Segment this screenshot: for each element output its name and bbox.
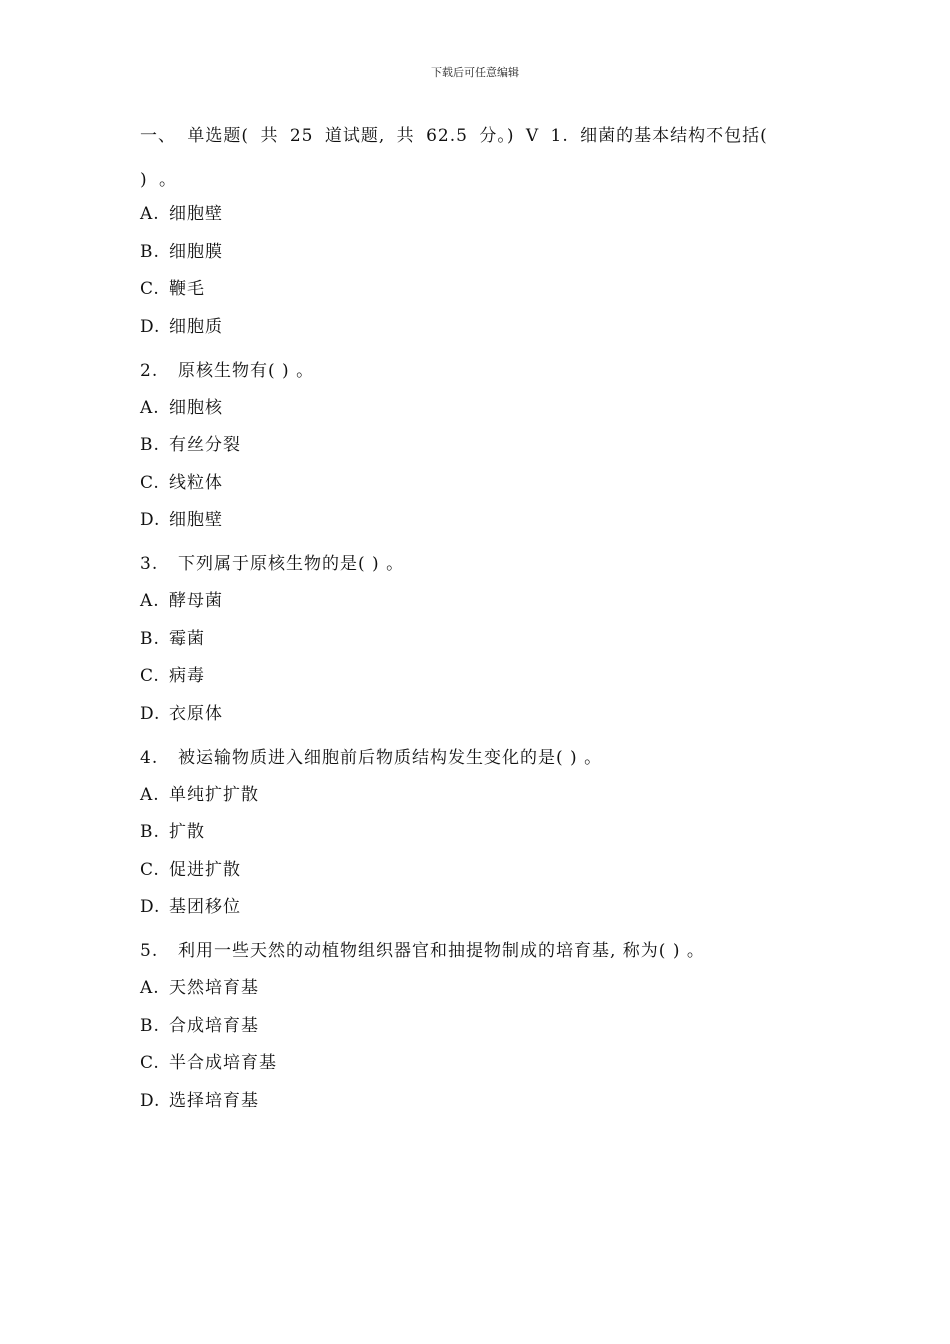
option-a (140, 200, 830, 228)
option-text: 有丝分裂 (169, 435, 241, 455)
page-header-note: 下载后可任意编辑 (431, 66, 519, 79)
option-c (140, 469, 830, 497)
question-number: 3. (140, 554, 159, 574)
option-letter: D. (140, 703, 161, 724)
option-letter: C. (140, 859, 160, 880)
option-text: 促进扩散 (169, 859, 241, 880)
option-b (140, 818, 830, 846)
option-text: 病毒 (169, 666, 205, 686)
option-a (140, 587, 830, 615)
option-letter: B. (140, 435, 160, 455)
option-letter: A. (140, 784, 160, 805)
section-heading-line1: 一、 单选题( 共 25 道试题, 共 62.5 分。) V 1. 细菌的基本结构不包括( (140, 126, 768, 146)
option-text: 单纯扩扩散 (169, 784, 259, 805)
option-text: 细胞核 (169, 397, 223, 418)
option-text: 选择培育基 (169, 1090, 259, 1111)
option-text: 酵母菌 (169, 591, 223, 611)
option-text: 细胞膜 (169, 241, 223, 262)
option-text: 天然培育基 (169, 978, 259, 998)
question-text: 原核生物有( ) 。 (178, 360, 315, 381)
question-1-options (140, 200, 830, 341)
option-letter: B. (140, 822, 160, 842)
question-text: 下列属于原核生物的是( ) 。 (178, 554, 405, 574)
option-letter: D. (140, 1090, 161, 1111)
option-text: 细胞壁 (169, 204, 223, 224)
option-c (140, 1049, 830, 1077)
option-letter: C. (140, 1053, 160, 1073)
option-letter: A. (140, 591, 160, 611)
option-a (140, 781, 830, 809)
option-c (140, 275, 830, 303)
option-letter: D. (140, 897, 161, 917)
exam-content (140, 122, 830, 1124)
option-letter: D. (140, 316, 161, 337)
question-number: 5. (140, 941, 159, 961)
option-letter: A. (140, 204, 160, 224)
question-3 (140, 550, 830, 728)
option-letter: B. (140, 1015, 160, 1036)
option-text: 合成培育基 (169, 1015, 259, 1036)
option-letter: C. (140, 472, 160, 493)
option-letter: D. (140, 510, 161, 530)
section-heading-line2: ) 。 (140, 170, 178, 190)
option-text: 扩散 (169, 822, 205, 842)
question-text: 被运输物质进入细胞前后物质结构发生变化的是( ) 。 (178, 747, 603, 768)
option-d (140, 700, 830, 728)
option-c (140, 662, 830, 690)
option-c (140, 856, 830, 884)
option-text: 线粒体 (169, 472, 223, 493)
option-text: 衣原体 (169, 703, 223, 724)
question-stem (140, 744, 830, 772)
option-text: 霉菌 (169, 628, 205, 649)
question-number: 2. (140, 360, 159, 381)
option-a (140, 394, 830, 422)
option-letter: C. (140, 666, 160, 686)
option-b (140, 238, 830, 266)
option-text: 细胞壁 (169, 510, 223, 530)
question-stem (140, 550, 830, 578)
option-letter: B. (140, 628, 160, 649)
option-b (140, 625, 830, 653)
option-d (140, 1087, 830, 1115)
option-b (140, 1012, 830, 1040)
option-text: 半合成培育基 (169, 1053, 277, 1073)
question-2 (140, 357, 830, 535)
section-heading (140, 122, 830, 194)
question-text: 利用一些天然的动植物组织器官和抽提物制成的培育基, 称为( ) 。 (178, 941, 705, 961)
option-letter: C. (140, 279, 160, 299)
option-b (140, 431, 830, 459)
option-letter: A. (140, 397, 160, 418)
question-4 (140, 744, 830, 922)
question-stem (140, 937, 830, 965)
option-text: 鞭毛 (169, 279, 205, 299)
option-letter: B. (140, 241, 160, 262)
option-text: 基团移位 (169, 897, 241, 917)
option-a (140, 974, 830, 1002)
option-text: 细胞质 (169, 316, 223, 337)
option-letter: A. (140, 978, 160, 998)
question-stem (140, 357, 830, 385)
question-number: 4. (140, 747, 159, 768)
question-5 (140, 937, 830, 1115)
option-d (140, 506, 830, 534)
option-d (140, 893, 830, 921)
option-d (140, 313, 830, 341)
